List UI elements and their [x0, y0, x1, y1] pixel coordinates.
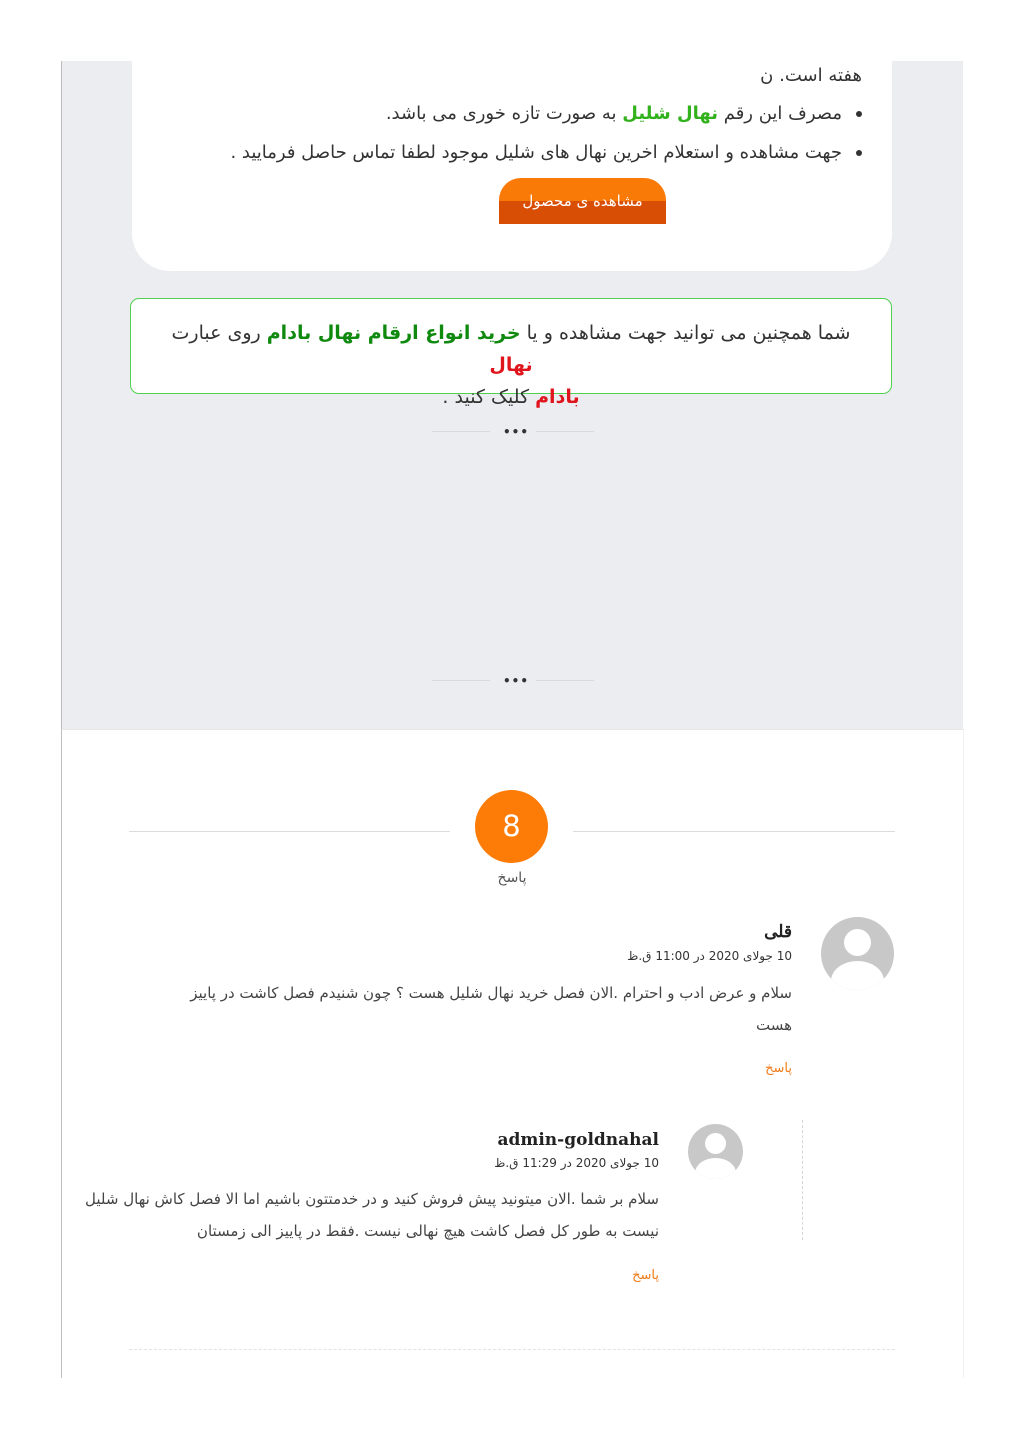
bullet-text: مصرف این رقم: [718, 103, 842, 124]
comment-text: سلام بر شما .الان میتونید پیش فروش کنید و در خدمتتون باشیم اما الا فصل کاش نهال شلیل: [85, 1190, 659, 1208]
separator-line: [432, 680, 490, 681]
comment-date[interactable]: 10 جولای 2020 در 11:00 ق.ظ: [627, 949, 792, 963]
bullet-text: به صورت تازه خوری می باشد.: [385, 103, 623, 124]
product-text-line: هفته است. ن: [760, 65, 862, 86]
comment-date[interactable]: 10 جولای 2020 در 11:29 ق.ظ: [494, 1156, 659, 1170]
nahal-shalil-link[interactable]: نهال شلیل: [622, 103, 718, 124]
buy-almond-link[interactable]: خرید انواع ارقام نهال بادام: [266, 322, 521, 344]
comment-text: سلام و عرض ادب و احترام .الان فصل خرید نهال شلیل هست ؟ چون شنیدم فصل کاشت در پاییز هست: [190, 984, 792, 1034]
bullet-icon: [856, 150, 862, 156]
product-card: [132, 41, 892, 271]
bullet-text: جهت مشاهده و استعلام اخرین نهال های شلیل موجود لطفا تماس حاصل فرمایید .: [230, 142, 842, 163]
avatar: [688, 1124, 743, 1179]
comment-author[interactable]: قلی: [764, 922, 792, 942]
section-separator: [432, 676, 594, 686]
reply-link[interactable]: پاسخ: [765, 1061, 792, 1076]
view-product-button[interactable]: مشاهده ی محصول: [499, 178, 666, 224]
comments-divider: [129, 1349, 895, 1350]
avatar: [821, 917, 894, 990]
post-content-area: [61, 61, 963, 729]
comments-count-label: پاسخ: [497, 870, 527, 886]
bullet-icon: [856, 111, 862, 117]
reply-thread-line: [802, 1120, 803, 1240]
notice-text: روی عبارت: [171, 322, 267, 344]
comment-text: نیست به طور کل فصل کاشت هیچ نهالی نیست .فقط در پاییز الی زمستان: [196, 1222, 659, 1240]
page-content: [61, 61, 962, 1377]
separator-line: [536, 431, 594, 432]
almond-seedling-link-part1[interactable]: نهال: [489, 354, 533, 376]
separator-dots: •••: [503, 425, 530, 439]
almond-seedling-link-part2[interactable]: بادام: [535, 386, 580, 408]
comments-count-line-left: [129, 831, 450, 832]
reply-link[interactable]: پاسخ: [632, 1268, 659, 1283]
separator-dots: •••: [503, 674, 530, 688]
product-bullet-2: [230, 142, 862, 163]
notice-text: شما همچنین می توانید جهت مشاهده و یا: [520, 322, 851, 344]
comment-author[interactable]: admin-goldnahal: [497, 1130, 659, 1150]
section-separator: [432, 427, 594, 437]
comments-count-badge: 8: [475, 790, 548, 863]
product-bullet-1: [386, 103, 862, 124]
almond-notice-box: [130, 298, 892, 408]
notice-text: کلیک کنید .: [442, 386, 536, 408]
separator-line: [432, 431, 490, 432]
comments-count-line-right: [573, 831, 895, 832]
separator-line: [536, 680, 594, 681]
